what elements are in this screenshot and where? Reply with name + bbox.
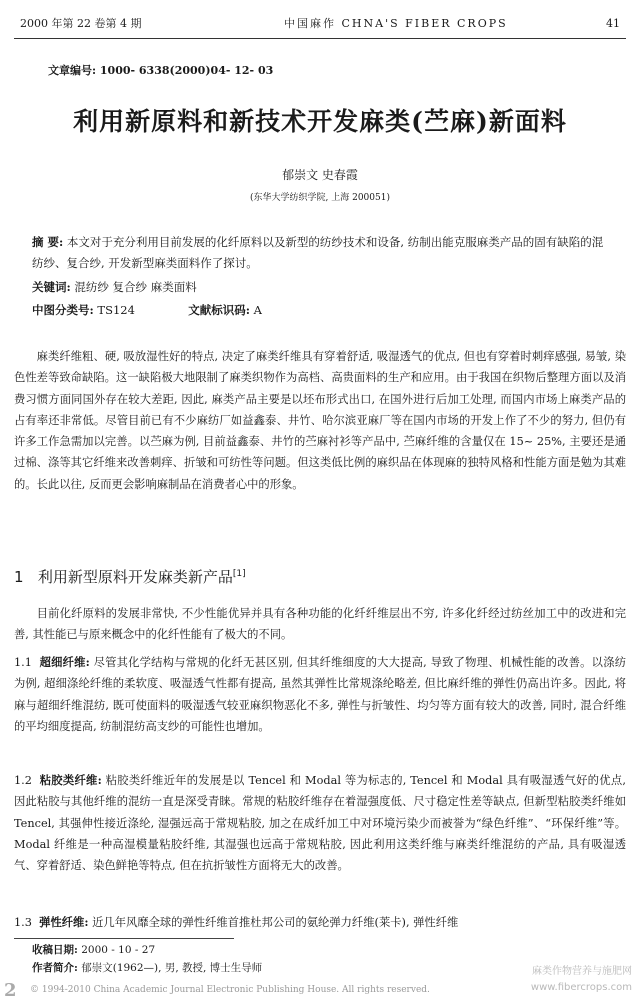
abstract-text: 本文对于充分利用目前发展的化纤原料以及新型的纺纱技术和设备, 纺制出能克服麻类产品的固有缺陷的混纺纱、复合纱, 开发新型麻类面料作了探讨。: [32, 235, 604, 270]
copyright-notice: © 1994-2010 China Academic Journal Electronic Publishing House. All rights reserved.: [30, 985, 430, 995]
subsection-1-2-number: 1.2: [14, 774, 32, 787]
affiliation: (东华大学纺织学院, 上海 200051): [250, 193, 390, 203]
abstract: [32, 232, 608, 274]
received-label: 收稿日期:: [32, 944, 78, 956]
authors: 郁崇文 史春霞: [282, 168, 358, 182]
footnotes: [32, 941, 262, 977]
author-bio: 郁崇文(1962—), 男, 教授, 博士生导师: [77, 962, 263, 974]
page-number: 41: [606, 17, 620, 30]
article-title: 利用新原料和新技术开发麻类(苎麻)新面料: [73, 107, 567, 136]
subsection-1-3-text: 近几年风靡全球的弹性纤维首推杜邦公司的氨纶弹力纤维(莱卡), 弹性纤维: [88, 916, 459, 929]
subsection-1-1-number: 1.1: [14, 656, 32, 669]
subsection-1-2-title: 粘胶类纤维:: [39, 773, 102, 787]
section-1-ref: [1]: [232, 569, 246, 579]
subsection-1-1-text: 尽管其化学结构与常规的化纤无甚区别, 但其纤维细度的大大提高, 导致了物理、机械性能的改善。以涤纺为例, 超细涤纶纤维的柔软度、吸湿透气性都有提高, 虽然其弹性比常规涤纶略差, 但比麻纤维的弹性仍高出许多。因此, 将麻与超细纤维混纺, 既可使面料的吸湿透气较亚麻织物恶化不多, 弹性与折皱性、均匀等方面有较大的改善, 同时, 混合纤维的平均细度提高, 纺制混纺高支纱的可能性也增加。: [14, 656, 626, 733]
page-corner-mark: 2: [4, 980, 17, 1001]
section-1-title: 利用新型原料开发麻类新产品: [37, 568, 233, 586]
received-date: 2000 - 10 - 27: [77, 944, 156, 956]
clc-label: 中图分类号:: [32, 303, 94, 317]
subsection-1-3: [14, 912, 626, 933]
section-1-number: 1: [14, 568, 24, 586]
classification-line: [32, 300, 608, 320]
section-1-paragraph: 目前化纤原料的发展非常快, 不少性能优异并具有各种功能的化纤纤维层出不穷, 许多化纤经过纺丝加工中的改进和完善, 其性能已与原来概念中的化纤性能有了极大的不同。: [14, 607, 626, 642]
subsection-1-2-text: 粘胶类纤维近年的发展是以 Tencel 和 Modal 等为标志的, Tencel 和 Modal 具有吸湿透气好的优点, 因此粘胶与其他纤维的混纺一直是深受青睐。常规的粘胶纤维存在着湿强度低、尺寸稳定性差等缺点, 但新型粘胶类纤维如 Tencel, 其强伸性接近涤纶, 湿强远高于常规粘胶, 加之在成纤加工中对环境污染少而被誉为“绿色纤维”、“环保纤维”等。Modal 纤维是一种高湿模量粘胶纤维, 其湿强也远高于常规粘胶, 因此利用这类纤维与麻类纤维混纺的产品, 具有吸湿透气、穿着舒适、染色鲜艳等特点, 但在抗折皱性方面将无大的改善。: [14, 774, 627, 873]
subsection-1-1: [14, 652, 626, 737]
keywords-text: 混纺纱 复合纱 麻类面料: [70, 280, 197, 294]
keywords-label: 关键词:: [32, 280, 71, 294]
doc-code: A: [249, 303, 262, 317]
author-bio-line: [32, 959, 262, 977]
keywords-line: [32, 277, 608, 297]
doc-code-label: 文献标识码:: [188, 303, 250, 317]
issue-info: 2000 年第 22 卷第 4 期: [20, 17, 142, 30]
subsection-1-3-title: 弹性纤维:: [39, 915, 89, 929]
article-number: 文章编号: 1000- 6338(2000)04- 12- 03: [48, 64, 274, 77]
author-bio-label: 作者简介:: [32, 962, 78, 974]
site-watermark: [531, 964, 632, 996]
abstract-label: 摘 要:: [32, 235, 64, 249]
journal-name: 中国麻作 CHNA'S FIBER CROPS: [284, 17, 508, 30]
running-header: [14, 10, 626, 39]
subsection-1-2: [14, 770, 626, 876]
intro-paragraph: 麻类纤维粗、硬, 吸放湿性好的特点, 决定了麻类纤维具有穿着舒适, 吸湿透气的优点, 但也有穿着时刺痒感强, 易皱, 染色性差等致命缺陷。这一缺陷极大地限制了麻类织物作为高档、高贵面料的生产和应用。由于我国在织物后整理方面以及消费习惯方面同国外存在较大差距, 因此, 麻类产品主要是以坯布形式出口, 在国外进行后加工处理, 而国内市场上麻类产品的占有率还非常低。尽管目前已有不少麻纺厂如益鑫泰、井竹、哈尔滨亚麻厂等在国内市场的开发上作了不少的努力, 但仍有许多工作急需加以完善。以苎麻为例, 目前益鑫泰、井竹的苎麻衬衫等产品中, 苎麻纤维的含量仅在 15~ 25%, 主要还是通过棉、涤等其它纤维来改善刺痒、折皱和可纺性等问题。但这类低比例的麻织品在体现麻的独特风格和性能方面是勉为其难的。长此以往, 反而更会影响麻制品在消费者心中的形象。: [14, 350, 626, 491]
received-date-line: [32, 941, 262, 959]
watermark-url: www.fibercrops.com: [530, 982, 632, 993]
subsection-1-1-title: 超细纤维:: [39, 655, 90, 669]
watermark-site-name: 麻类作物营养与施肥网: [532, 966, 632, 977]
footnote-rule: [14, 938, 234, 939]
section-1-heading: [14, 566, 246, 587]
clc-code: TS124: [93, 303, 135, 317]
subsection-1-3-number: 1.3: [14, 916, 32, 929]
